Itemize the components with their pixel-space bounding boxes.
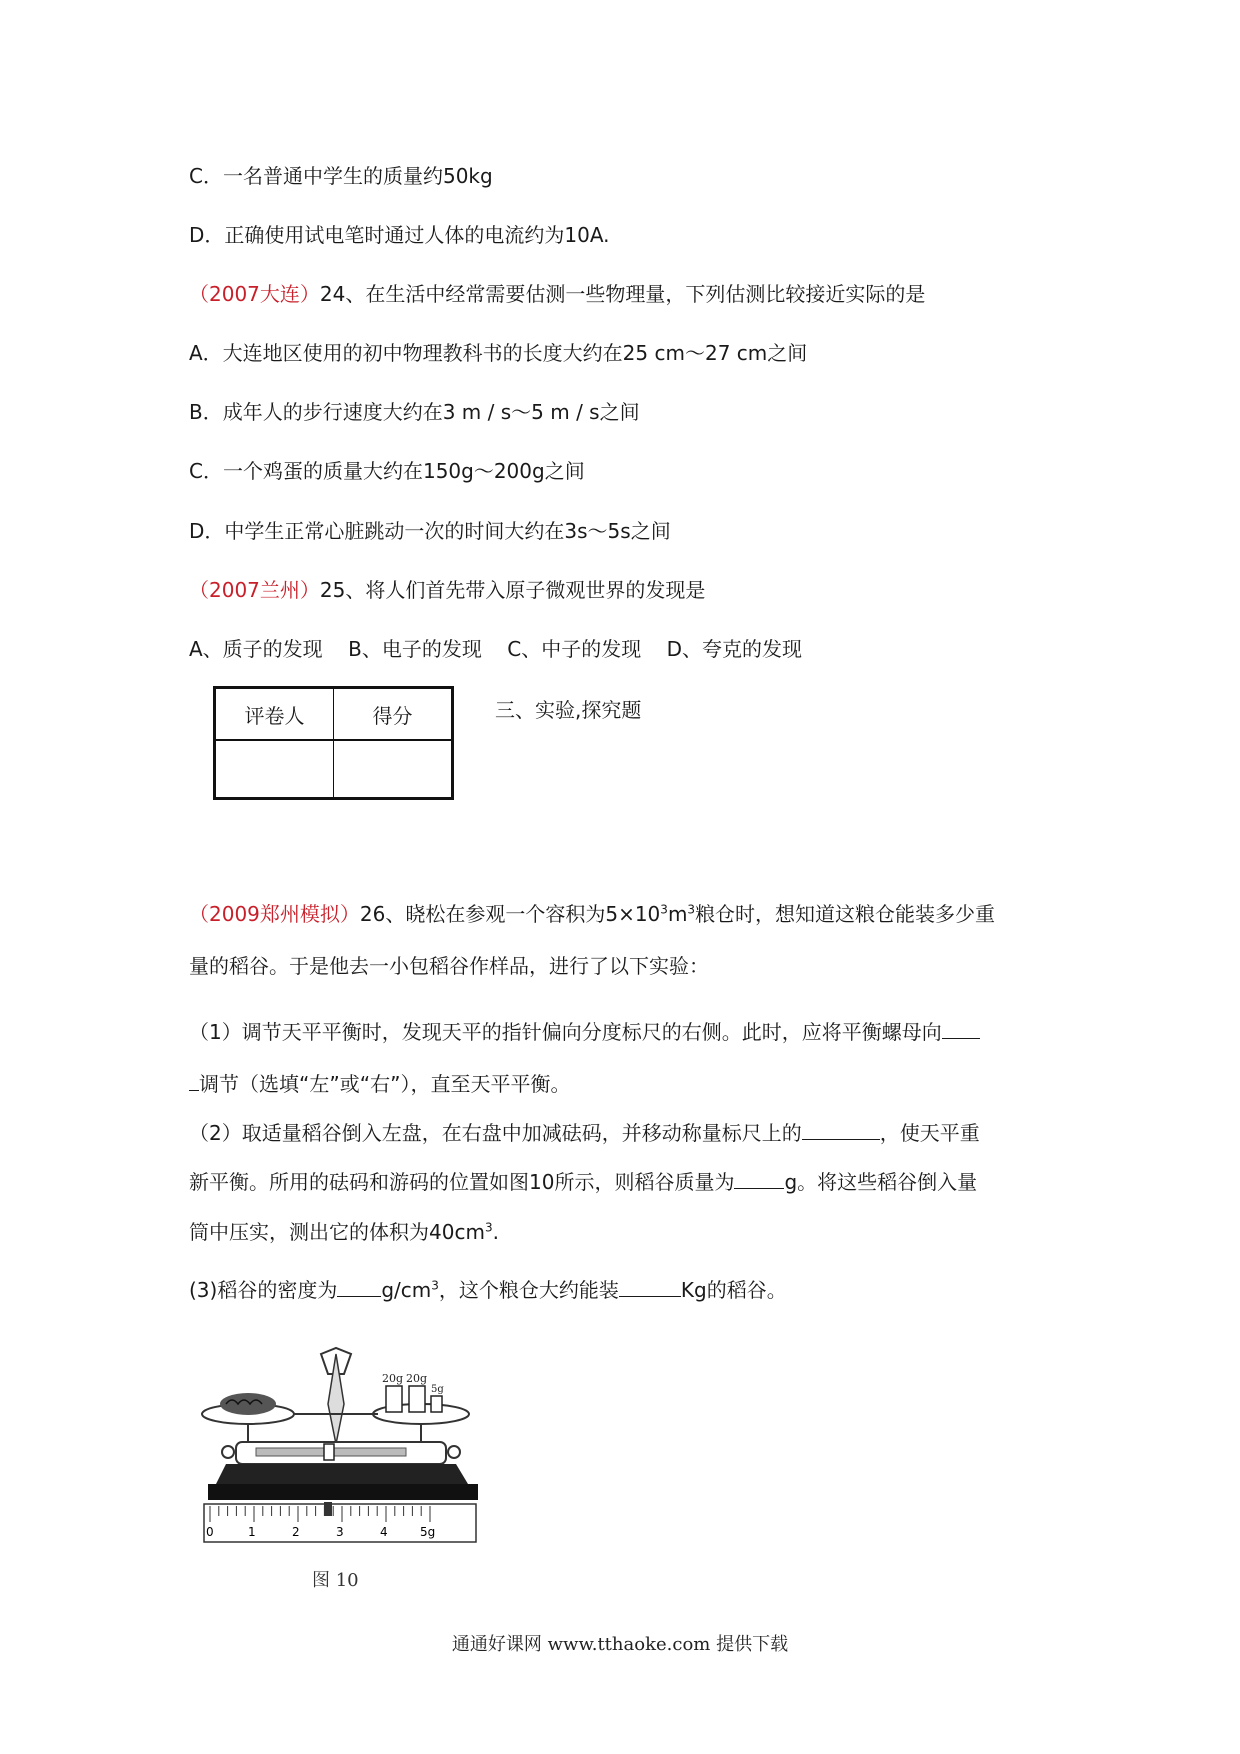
part-2-line-3: 筒中压实，测出它的体积为$40cm^3$.: [189, 1220, 499, 1244]
figure-caption: 图 10: [312, 1570, 359, 1591]
ruler-rider: [324, 1502, 332, 1516]
question-25: [189, 576, 705, 604]
balance-scale-figure: [196, 1334, 486, 1584]
answer-blank[interactable]: [802, 1119, 880, 1140]
weight-20g: [386, 1386, 402, 1412]
rider: [324, 1444, 334, 1460]
question-source: （2009郑州模拟）: [189, 902, 360, 926]
answer-blank[interactable]: [734, 1168, 784, 1189]
question-24-option-d: D．中学生正常心脏跳动一次的时间大约在3s～5s之间: [189, 519, 671, 543]
question-24-option-c: C．一个鸡蛋的质量大约在150g～200g之间: [189, 459, 585, 483]
question-25-options: A、质子的发现 B、电子的发现 C、中子的发现 D、夸克的发现: [189, 637, 803, 661]
scale-label: 0: [206, 1525, 214, 1539]
weight-label: 20g: [406, 1372, 428, 1385]
part-2-line-1: （2）取适量稻谷倒入左盘，在右盘中加减砝码，并移动称量标尺上的 ，使天平重: [189, 1121, 980, 1145]
question-text: 25、将人们首先带入原子微观世界的发现是: [319, 578, 706, 602]
score-header: 得分: [334, 688, 453, 741]
part-2-line-2: 新平衡。所用的砝码和游码的位置如图10所示，则稻谷质量为 g。将这些稻谷倒入量: [189, 1170, 978, 1194]
grain-pile: [220, 1393, 276, 1415]
part-1-line-1: （1）调节天平平衡时，发现天平的指针偏向分度标尺的右侧。此时，应将平衡螺母向: [189, 1018, 980, 1046]
weight-20g: [409, 1386, 425, 1412]
scale-ruler: [204, 1502, 476, 1542]
option-c-prev: C．一名普通中学生的质量约50kg: [189, 164, 493, 188]
answer-blank[interactable]: [942, 1018, 980, 1039]
scale-label: 4: [380, 1525, 388, 1539]
answer-blank[interactable]: [337, 1276, 381, 1297]
grader-header: 评卷人: [215, 688, 334, 741]
question-26-line-1: （2009郑州模拟）26、晓松在参观一个容积为$5\times 10^3m^3$粮仓时，想知道这粮仓能装多少重: [189, 902, 996, 926]
question-24-option-b: B．成年人的步行速度大约在3 m / s～5 m / s之间: [189, 400, 640, 424]
scale-label: 3: [336, 1525, 344, 1539]
section-title: 三、实验,探究题: [495, 698, 642, 722]
weight-label: 20g: [382, 1372, 404, 1385]
scale-label: 5g: [420, 1525, 436, 1539]
question-text: 24、在生活中经常需要估测一些物理量，下列估测比较接近实际的是: [319, 282, 926, 306]
question-24-option-a: A．大连地区使用的初中物理教科书的长度大约在25 cm～27 cm之间: [189, 341, 808, 365]
grader-table: [213, 686, 454, 800]
score-cell: [334, 740, 453, 799]
scale-label: 1: [248, 1525, 256, 1539]
footer: 通通好课网 www.tthaoke.com 提供下载: [451, 1634, 789, 1655]
option-d-prev: D．正确使用试电笔时通过人体的电流约为10A.: [189, 223, 610, 247]
part-3: (3)稻谷的密度为 $g/cm^3$，这个粮仓大约能装 Kg的稻谷。: [189, 1278, 787, 1302]
weight-label: 5g: [431, 1384, 444, 1395]
grader-cell: [215, 740, 334, 799]
base: [216, 1464, 468, 1484]
answer-blank[interactable]: [619, 1276, 681, 1297]
answer-blank[interactable]: [189, 1070, 199, 1091]
question-24: [189, 280, 925, 308]
scale-label: 2: [292, 1525, 300, 1539]
part-1-line-2: 调节（选填“左”或“右”），直至天平平衡。: [189, 1070, 570, 1098]
weight-5g: [431, 1396, 442, 1412]
question-26-line-2: 量的稻谷。于是他去一小包稻谷作样品，进行了以下实验：: [189, 954, 709, 978]
question-source: （2007兰州）: [189, 578, 320, 602]
question-source: （2007大连）: [189, 282, 320, 306]
